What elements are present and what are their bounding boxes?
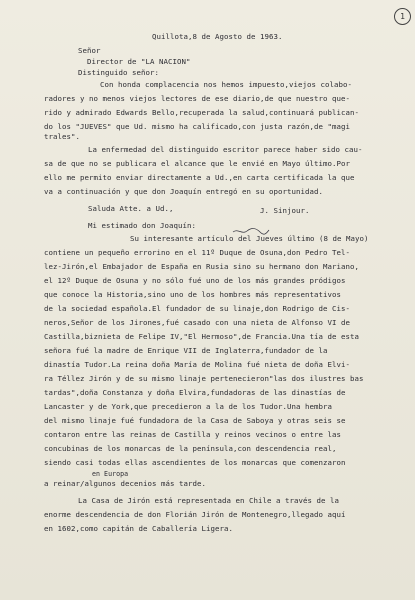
paragraph-line: dinastía Tudor.La reina doña María de Molina fué nieta de doña Elvi- [44,360,350,369]
page-number: 1 [394,8,411,25]
closing: Saluda Atte. a Ud., [88,204,174,213]
handwritten-insertion: en Europa [92,470,129,478]
paragraph-line: ra Téllez Jirón y de su mismo linaje pertenecieron"las dos ilustres bas [44,374,364,383]
paragraph-line: sa de que no se publicara el alcance que le envié en Mayo último.Por [44,159,350,168]
paragraph-line: La Casa de Jirón está representada en Chile a través de la [78,496,339,505]
addressee: Director de "LA NACION" [87,57,191,66]
paragraph-line: lez-Jirón,el Embajador de España en Rusia sino su hermano don Mariano, [44,262,359,271]
paragraph-line: neros,Señor de los Jirones,fué casado con una nieta de Alfonso VI de [44,318,350,327]
paragraph-line: el 12º Duque de Osuna y no sólo fué uno de los más grandes pródigos [44,276,346,285]
paragraph-line: en 1602,como capitán de Caballería Ligera. [44,524,233,533]
greeting-2: Mi estimado don Joaquín: [88,221,196,230]
date-line: Quillota,8 de Agosto de 1963. [152,32,283,41]
paragraph-line: va a continuación y que don Joaquín entregó en su oportunidad. [44,187,323,196]
paragraph-line: siendo casi todas ellas ascendientes de los monarcas que comenzaron [44,458,346,467]
paragraph-line: Su interesante artículo del Jueves último (8 de Mayo) [130,234,369,243]
paragraph-line: enorme descendencia de don Florián Jirón de Montenegro,llegado aquí [44,510,346,519]
paragraph-line: La enfermedad del distinguido escritor parece haber sido cau- [88,145,363,154]
paragraph-line: do los "JUEVES" que Ud. mismo ha calificado,con justa razón,de "magi [44,122,350,131]
paragraph-line: rido y admirado Edwards Bello,recuperada la salud,continuará publican- [44,108,359,117]
paragraph-line: del mismo linaje fué fundadora de la Casa de Saboya y otras seis se [44,416,346,425]
paragraph-line: que conoce la Historia,sino uno de los hombres más representativos [44,290,341,299]
paragraph-line: Lancaster y de York,que precedieron a la de los Tudor.Una hembra [44,402,332,411]
paragraph-line: ello me permito enviar directamente a Ud.,en carta certificada la que [44,173,355,182]
paragraph-line: contaron entre las reinas de Castilla y reinos vecinos o entre las [44,430,341,439]
paragraph-line: señora fué la madre de Enrique VII de Inglaterra,fundador de la [44,346,328,355]
greeting: Distinguido señor: [78,68,159,77]
paragraph-line: concubinas de los monarcas de la península,con descendencia real, [44,444,337,453]
paragraph-line: a reinar/algunos decenios más tarde. [44,479,206,488]
signer: J. Sinjour. [260,206,310,215]
paragraph-line: Castilla,biznieta de Felipe IV,"El Hermoso",de Francia.Una tía de esta [44,332,359,341]
paragraph-line: Con honda complacencia nos hemos impuesto,viejos colabo- [100,80,352,89]
paragraph-line: de la sociedad española.El fundador de su linaje,don Rodrigo de Cis- [44,304,350,313]
paragraph-line: trales". [44,132,80,141]
salutation: Señor [78,46,101,55]
paragraph-line: tardas",doña Constanza y doña Elvira,fundadoras de las dinastías de [44,388,346,397]
paragraph-line: contiene un pequeño errorino en el 11º Duque de Osuna,don Pedro Tel- [44,248,350,257]
paragraph-line: radores y no menos viejos lectores de ese diario,de que nuestro que- [44,94,350,103]
